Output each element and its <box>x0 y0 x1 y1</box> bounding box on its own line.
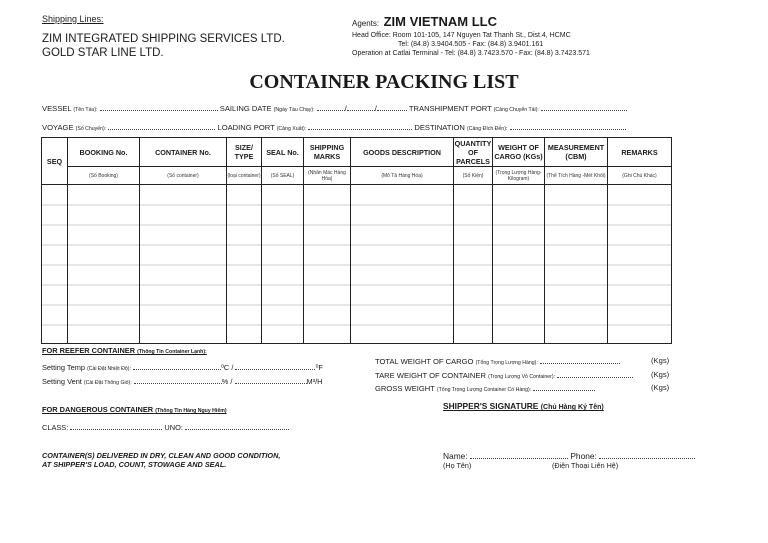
name-label: Name: <box>443 451 468 461</box>
signature-heading-text: SHIPPER'S SIGNATURE <box>443 401 539 411</box>
col-container: CONTAINER No. <box>140 138 227 167</box>
col-seq: SEQ <box>42 138 68 185</box>
agents-label: Agents: <box>352 19 380 28</box>
sub-shipping-marks: (Nhãn Mác Hàng Hóa) <box>304 167 351 185</box>
transhipment-port-label: TRANSHIPMENT PORT <box>408 104 492 113</box>
cell-booking[interactable] <box>68 185 140 344</box>
sub-measurement: (Thể Tích Hàng -Mét Khối) <box>545 167 608 185</box>
col-remarks: REMARKS <box>608 138 672 167</box>
cell-seal[interactable] <box>262 185 304 344</box>
cell-quantity[interactable] <box>454 185 493 344</box>
temp-celsius-unit: ⁰C / <box>220 363 234 372</box>
dangerous-heading <box>42 405 227 414</box>
cell-remarks[interactable] <box>608 185 672 344</box>
voyage-label-vn: (Số Chuyến): <box>75 126 107 132</box>
sub-seal: (Số SEAL) <box>262 167 304 185</box>
setting-temp-label-vn: (Cài Đặt Nhiệt Độ): <box>87 366 131 372</box>
vent-percent-field[interactable] <box>134 376 222 384</box>
col-size-type: SIZE/ TYPE <box>227 138 262 167</box>
vent-percent-unit: % / <box>221 377 233 386</box>
sub-container: (Số container) <box>140 167 227 185</box>
vessel-field[interactable] <box>100 103 218 111</box>
temp-fahrenheit-field[interactable] <box>235 362 315 370</box>
sailing-month-field[interactable] <box>347 103 375 111</box>
cell-size-type[interactable] <box>227 185 262 344</box>
sailing-year-field[interactable] <box>377 103 407 111</box>
loading-port-label: LOADING PORT <box>217 123 275 132</box>
table-header-row <box>42 138 672 167</box>
tare-weight-unit: (Kgs) <box>651 370 670 379</box>
cell-container[interactable] <box>140 185 227 344</box>
uno-label: UNO: <box>164 423 183 432</box>
shipping-lines-label: Shipping Lines: <box>42 14 104 24</box>
gross-weight-line <box>375 383 595 393</box>
col-measurement: MEASUREMENT (CBM) <box>545 138 608 167</box>
setting-temp-line <box>42 362 323 372</box>
name-label-vn: (Họ Tên) <box>443 461 472 470</box>
name-field[interactable] <box>470 451 568 459</box>
destination-label: DESTINATION <box>414 123 465 132</box>
dangerous-heading-text: FOR DANGEROUS CONTAINER <box>42 405 154 414</box>
col-weight: WEIGHT OF CARGO (KGs) <box>493 138 545 167</box>
cell-measurement[interactable] <box>545 185 608 344</box>
vent-m3h-unit: M³/H <box>306 377 323 386</box>
phone-label-vn: (Điện Thoại Liên Hệ) <box>552 461 619 470</box>
uno-field[interactable] <box>185 422 289 430</box>
gross-weight-unit: (Kgs) <box>651 383 670 392</box>
col-goods-description: GOODS DESCRIPTION <box>351 138 454 167</box>
table-subheader-row <box>42 167 672 185</box>
phone-field[interactable] <box>599 451 695 459</box>
cell-seq[interactable] <box>42 185 68 344</box>
temp-celsius-field[interactable] <box>133 362 221 370</box>
head-office-tel: Tel: (84.8) 3.9404.505 - Fax: (84.8) 3.9401.161 <box>398 41 544 48</box>
agent-name: ZIM VIETNAM LLC <box>383 14 497 29</box>
voyage-field[interactable] <box>108 122 215 130</box>
setting-vent-line <box>42 376 323 386</box>
total-weight-line <box>375 356 620 366</box>
name-phone-line <box>443 451 695 461</box>
cell-weight[interactable] <box>493 185 545 344</box>
shipping-line-2: GOLD STAR LINE LTD. <box>42 47 164 59</box>
tare-weight-label: TARE WEIGHT OF CONTAINER <box>375 371 486 380</box>
tare-weight-field[interactable] <box>557 370 633 378</box>
sub-weight: (Trọng Lượng Hàng-Kilogram) <box>493 167 545 185</box>
vessel-label: VESSEL <box>42 104 72 113</box>
page-title: CONTAINER PACKING LIST <box>249 71 519 93</box>
col-seal: SEAL No. <box>262 138 304 167</box>
table-body-row <box>42 185 672 344</box>
packing-list-table <box>41 137 672 344</box>
voyage-label: VOYAGE <box>42 123 74 132</box>
vessel-label-vn: (Tên Tàu): <box>73 107 98 113</box>
class-field[interactable] <box>70 422 162 430</box>
disclaimer-line-2: AT SHIPPER'S LOAD, COUNT, STOWAGE AND SEAL. <box>42 460 227 469</box>
head-office: Head Office: Room 101-105, 147 Nguyen Tat Thanh St., Dist.4, HCMC <box>352 32 571 39</box>
loading-port-field[interactable] <box>308 122 412 130</box>
gross-weight-label: GROSS WEIGHT <box>375 384 435 393</box>
setting-vent-label-vn: (Cài Đặt Thông Gió): <box>83 380 132 386</box>
total-weight-label: TOTAL WEIGHT OF CARGO <box>375 357 474 366</box>
setting-vent-label: Setting Vent <box>42 377 82 386</box>
signature-heading-vn: (Chủ Hàng Ký Tên) <box>540 404 604 411</box>
setting-temp-label: Setting Temp <box>42 363 86 372</box>
vent-m3h-field[interactable] <box>235 376 307 384</box>
shipping-line-1: ZIM INTEGRATED SHIPPING SERVICES LTD. <box>42 33 285 45</box>
total-weight-field[interactable] <box>540 356 620 364</box>
sailing-date-label-vn: (Ngày Tàu Chạy): <box>273 107 315 113</box>
transhipment-port-field[interactable] <box>541 103 627 111</box>
transhipment-port-label-vn: (Cảng Chuyển Tải): <box>493 107 539 113</box>
sub-booking: (Số Booking) <box>68 167 140 185</box>
destination-field[interactable] <box>510 122 626 130</box>
class-label: CLASS: <box>42 423 69 432</box>
destination-label-vn: (Cảng Đích Đến): <box>467 126 508 132</box>
col-booking: BOOKING No. <box>68 138 140 167</box>
gross-weight-label-vn: (Tổng Trọng Lượng Container Có Hàng): <box>436 387 532 393</box>
cell-shipping-marks[interactable] <box>304 185 351 344</box>
sub-goods-description: (Mô Tả Hàng Hóa) <box>351 167 454 185</box>
total-weight-label-vn: (Tổng Trọng Lượng Hàng): <box>475 360 538 366</box>
disclaimer-line-1: CONTAINER(S) DELIVERED IN DRY, CLEAN AND GOOD CONDITION, <box>42 451 281 460</box>
sailing-date-label: SAILING DATE <box>219 104 272 113</box>
cell-goods-description[interactable] <box>351 185 454 344</box>
sub-remarks: (Ghi Chú Khác) <box>608 167 672 185</box>
col-quantity: QUANTITY OF PARCELS <box>454 138 492 166</box>
reefer-heading-vn: (Thông Tin Container Lạnh): <box>137 349 207 355</box>
dangerous-heading-vn: (Thông Tin Hàng Nguy Hiểm) <box>155 408 227 414</box>
gross-weight-field[interactable] <box>533 383 595 391</box>
shipper-signature-heading <box>443 401 604 411</box>
operation-terminal: Operation at Catlai Terminal - Tel: (84.8) 3.7423.570 - Fax: (84.8) 3.7423.571 <box>352 50 590 57</box>
loading-port-label-vn: (Cảng Xuất): <box>276 126 307 132</box>
agents-block <box>352 13 497 31</box>
tare-weight-label-vn: (Trọng Lượng Vỏ Container): <box>488 374 556 380</box>
total-weight-unit: (Kgs) <box>651 356 670 365</box>
sub-quantity: (Số Kiện) <box>454 167 493 185</box>
col-shipping-marks: SHIPPING MARKS <box>304 138 351 167</box>
temp-fahrenheit-unit: ⁰F <box>315 363 323 372</box>
reefer-heading <box>42 346 207 355</box>
reefer-heading-text: FOR REEFER CONTAINER <box>42 346 136 355</box>
voyage-line <box>42 122 626 132</box>
sailing-day-field[interactable] <box>317 103 345 111</box>
vessel-line: VESSEL (Tên Tàu): SAILING DATE (Ngày Tàu Chạy): / / TRANSHIPMENT PORT (Cảng Chuyển Tải): <box>42 103 627 113</box>
phone-label: Phone: <box>570 451 597 461</box>
sub-size-type: (loại container) <box>227 167 262 185</box>
class-uno-line <box>42 422 289 432</box>
tare-weight-line <box>375 370 633 380</box>
